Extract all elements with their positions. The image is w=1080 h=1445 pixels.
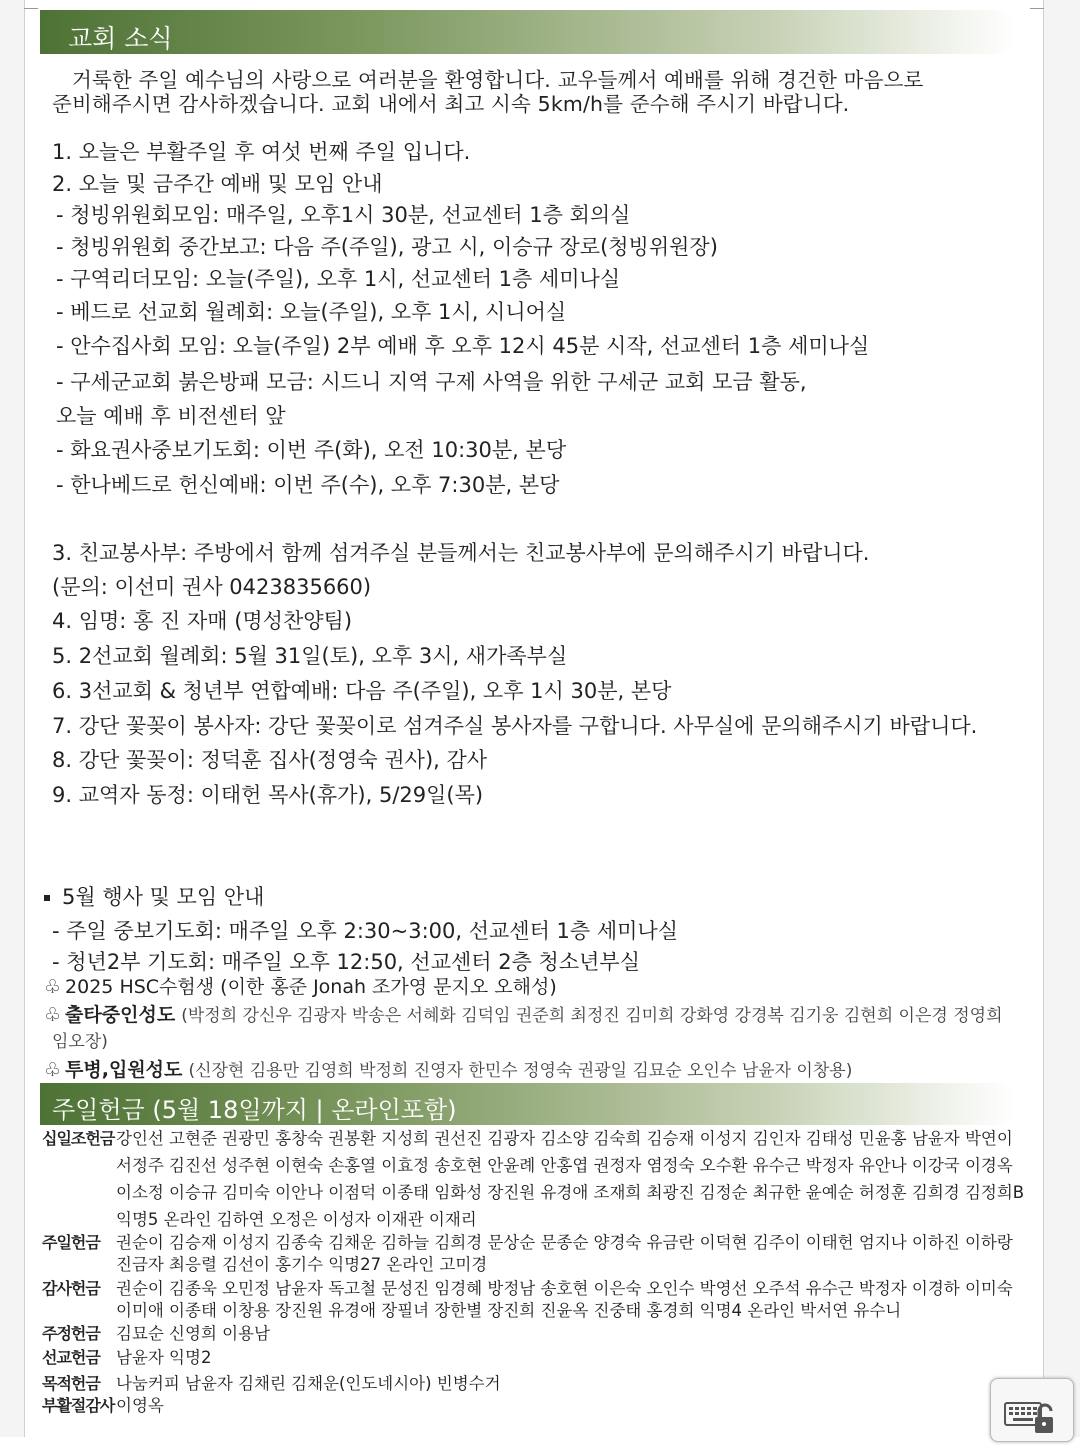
news-subitem: - 구역리더모임: 오늘(주일), 오후 1시, 선교센터 1층 세미나실 xyxy=(56,267,621,291)
section-header-church-news xyxy=(40,10,1014,54)
club-icon: ♧ xyxy=(44,976,62,998)
hsc-text: 2025 HSC수험생 (이한 홍준 Jonah 조가영 문지오 오해성) xyxy=(65,976,557,998)
offering-names: 익명5 온라인 김하연 오정은 이성자 이재관 이재리 xyxy=(116,1210,477,1229)
offering-names: 권순이 김종욱 오민정 남윤자 독고철 문성진 임경혜 방정남 송호현 이은숙 오인수 박영선 오주석 유수근 박정자 이경하 이미숙 xyxy=(116,1279,1013,1298)
offering-label: 목적헌금 xyxy=(42,1374,100,1393)
offering-names: 이소정 이승규 김미숙 이안나 이점덕 이종태 임화성 장진원 유경애 조재희 최광진 김정순 최규한 윤예순 허정훈 김희경 김정희B xyxy=(116,1183,1025,1202)
section-header-offering xyxy=(40,1083,1014,1125)
page-right-margin xyxy=(1043,0,1080,1437)
may-events-title xyxy=(44,885,264,909)
offering-names: 나눔커피 남윤자 김채린 김채운(인도네시아) 빈병수거 xyxy=(116,1374,501,1393)
news-subitem: - 구세군교회 붉은방패 모금: 시드니 지역 구제 사역을 위한 구세군 교회 모금 활동, xyxy=(56,370,807,394)
offering-label: 부활절감사 xyxy=(42,1396,115,1415)
section-title: 교회 소식 xyxy=(68,24,173,53)
sick-names: (신장현 김용만 김영희 박정희 진영자 한민수 정영숙 권광일 김묘순 오인수 남윤자 이창용) xyxy=(188,1061,853,1081)
news-item: 6. 3선교회 & 청년부 연합예배: 다음 주(주일), 오후 1시 30분, 본당 xyxy=(52,679,672,703)
news-subitem: - 청빙위원회 중간보고: 다음 주(주일), 광고 시, 이승규 장로(청빙위원장) xyxy=(56,235,718,259)
section-title: 주일헌금 (5월 18일까지 | 온라인포함) xyxy=(52,1096,457,1124)
page-left-margin xyxy=(0,0,25,1437)
news-subitem: - 화요권사중보기도회: 이번 주(화), 오전 10:30분, 본당 xyxy=(56,438,567,462)
offering-label: 감사헌금 xyxy=(42,1279,100,1298)
news-item: 2. 오늘 및 금주간 예배 및 모임 안내 xyxy=(52,172,383,196)
offering-names: 강인선 고현준 권광민 홍창숙 권봉환 지성희 권선진 김광자 김소양 김숙희 김승재 이성지 김인자 김태성 민윤홍 남윤자 박연이 xyxy=(116,1129,1013,1148)
hsc-line xyxy=(44,975,557,999)
may-events-title-text: 5월 행사 및 모임 안내 xyxy=(62,885,265,909)
offering-names: 이미애 이종태 이창용 장진원 유경애 장필녀 장한별 장진희 진윤옥 진중태 홍경희 익명4 온라인 박서연 유수니 xyxy=(116,1301,902,1320)
news-item: 8. 강단 꽃꽂이: 정덕훈 집사(정영숙 권사), 감사 xyxy=(52,748,488,772)
offering-label: 주정헌금 xyxy=(42,1324,100,1343)
crop-mark xyxy=(1030,0,1044,9)
offering-names: 서정주 김진선 성주현 이현숙 손홍열 이효정 송호현 안윤례 안홍엽 권정자 염정숙 오수환 유수근 박정자 유안나 이강국 이경옥 xyxy=(116,1156,1013,1175)
attend-names-continued: 임오장) xyxy=(52,1032,108,1052)
sick-label: 투병,입원성도 xyxy=(65,1059,183,1081)
news-subitem: - 한나베드로 헌신예배: 이번 주(수), 오후 7:30분, 본당 xyxy=(56,473,560,497)
news-item: 3. 친교봉사부: 주방에서 함께 섬겨주실 분들께서는 친교봉사부에 문의해주시기 바랍니다. xyxy=(52,541,870,565)
news-item: 5. 2선교회 월례회: 5월 31일(토), 오후 3시, 새가족부실 xyxy=(52,644,568,668)
offering-names: 남윤자 익명2 xyxy=(116,1348,212,1367)
may-event-item: - 청년2부 기도회: 매주일 오후 12:50, 선교센터 2층 청소년부실 xyxy=(52,950,640,974)
intro-line: 준비해주시면 감사하겠습니다. 교회 내에서 최고 시속 5km/h를 준수해 주시기 바랍니다. xyxy=(52,92,850,116)
intro-line: 거룩한 주일 예수님의 사랑으로 여러분을 환영합니다. 교우들께서 예배를 위해 경건한 마음으로 xyxy=(72,68,924,92)
news-subitem: - 베드로 선교회 월례회: 오늘(주일), 오후 1시, 시니어실 xyxy=(56,300,567,324)
news-subitem: - 청빙위원회모임: 매주일, 오후1시 30분, 선교센터 1층 회의실 xyxy=(56,203,631,227)
keyboard-icon xyxy=(991,1379,1073,1441)
attend-names: (박정희 강신우 김광자 박송은 서혜화 김덕임 권준희 최정진 김미희 강화영 강경복 김기웅 김현희 이은경 정영희 xyxy=(181,1006,1003,1026)
club-icon: ♧ xyxy=(44,1059,62,1081)
news-item: 7. 강단 꽃꽂이 봉사자: 강단 꽃꽂이로 섬겨주실 봉사자를 구합니다. 사무실에 문의해주시기 바랍니다. xyxy=(52,714,978,738)
news-subitem-continued: 오늘 예배 후 비전센터 앞 xyxy=(56,404,286,428)
news-item: 4. 임명: 홍 진 자매 (명성찬양팀) xyxy=(52,609,353,633)
offering-names: 이영옥 xyxy=(116,1396,164,1415)
offering-names: 권순이 김승재 이성지 김종숙 김채운 김하늘 김희경 문상순 문종순 양경숙 유금란 이덕현 김주이 이태헌 엄지나 이하진 이하랑 xyxy=(116,1233,1013,1252)
offering-names: 진금자 최응렬 김선이 홍기수 익명27 온라인 고미경 xyxy=(116,1255,488,1274)
attend-line xyxy=(44,1003,1003,1028)
bullet-square-icon xyxy=(44,895,50,901)
offering-names: 김묘순 신영희 이용남 xyxy=(116,1324,270,1343)
news-item: 9. 교역자 동정: 이태헌 목사(휴가), 5/29일(목) xyxy=(52,783,484,807)
attend-label: 출타중인성도 xyxy=(65,1004,176,1026)
offering-label: 십일조헌금 xyxy=(42,1129,115,1148)
news-item-continued: (문의: 이선미 권사 0423835660) xyxy=(52,575,372,599)
news-subitem: - 안수집사회 모임: 오늘(주일) 2부 예배 후 오후 12시 45분 시작, 선교센터 1층 세미나실 xyxy=(56,334,870,358)
may-event-item: - 주일 중보기도회: 매주일 오후 2:30~3:00, 선교센터 1층 세미나실 xyxy=(52,919,679,943)
club-icon: ♧ xyxy=(44,1004,62,1026)
sick-line xyxy=(44,1058,852,1083)
keyboard-lock-toggle[interactable] xyxy=(990,1378,1074,1442)
crop-mark xyxy=(24,0,38,9)
offering-label: 선교헌금 xyxy=(42,1348,100,1367)
offering-label: 주일헌금 xyxy=(42,1233,100,1252)
news-item: 1. 오늘은 부활주일 후 여섯 번째 주일 입니다. xyxy=(52,140,471,164)
